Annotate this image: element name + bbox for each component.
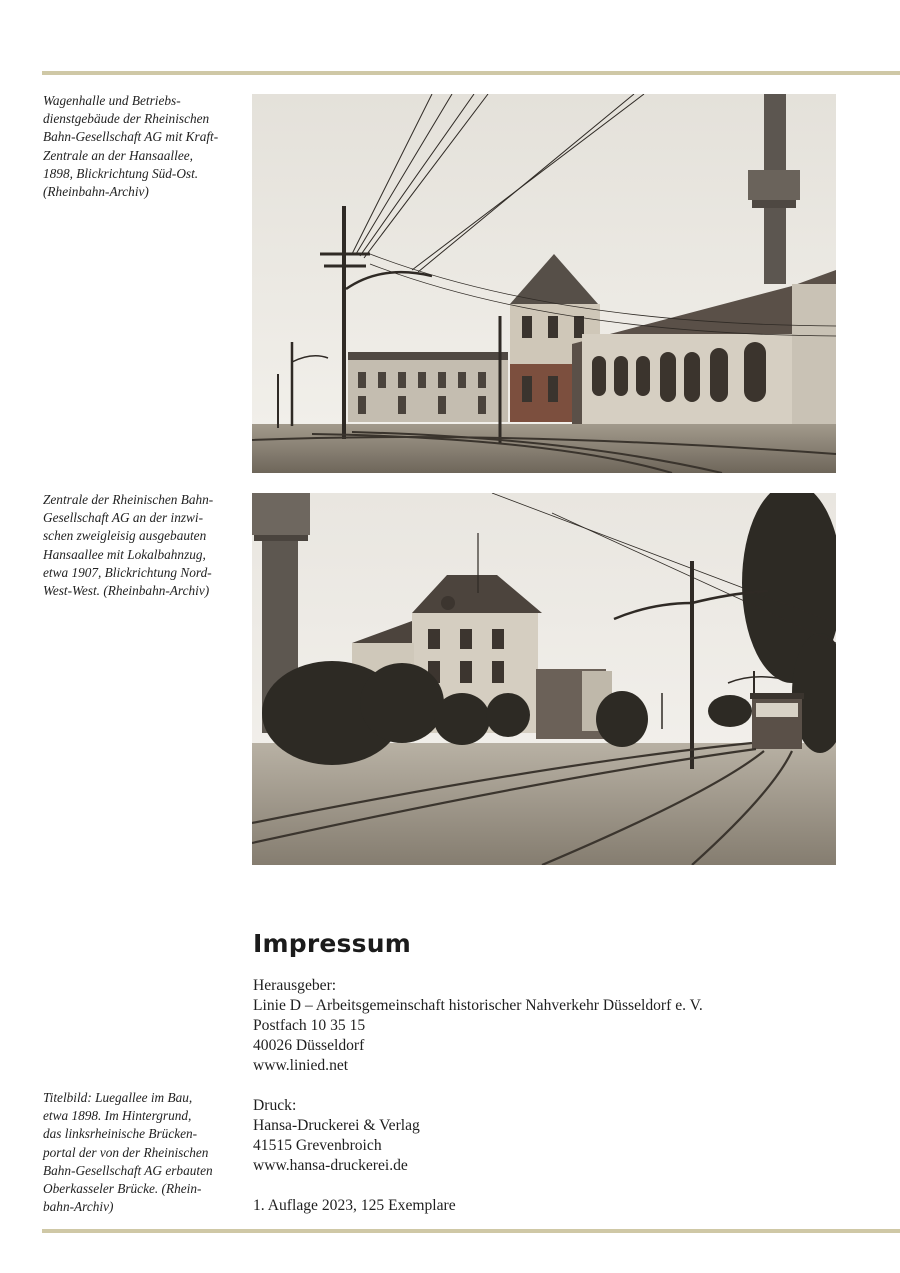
impressum-title: Impressum [253,929,411,958]
caption-line: dienstgebäude der Rheinischen [43,111,210,127]
publisher-name: Linie D – Arbeitsgemeinschaft historischer Nahverkehr Düsseldorf e. V. [253,997,703,1014]
printer-label: Druck: [253,1097,297,1114]
caption-line: Bahn-Gesellschaft AG mit Kraft- [43,129,219,145]
edition-line: 1. Auflage 2023, 125 Exemplare [253,1197,456,1214]
caption-line: Hansaallee mit Lokalbahnzug, [43,546,206,562]
caption-line: Zentrale an der Hansaallee, [43,147,193,163]
caption-line: Oberkasseler Brücke. (Rhein- [43,1181,202,1197]
printer-website: www.hansa-druckerei.de [253,1157,408,1174]
edition-block [253,1196,873,1216]
caption-line: West-West. (Rheinbahn-Archiv) [43,583,210,599]
caption-photo-1 [43,92,243,201]
publisher-website: www.linied.net [253,1057,349,1074]
caption-line: bahn-Archiv) [43,1199,114,1215]
caption-line: Wagenhalle und Betriebs- [43,93,181,108]
printer-name: Hansa-Druckerei & Verlag [253,1117,420,1134]
caption-line: schen zweigleisig ausgebauten [43,528,207,544]
caption-line: etwa 1907, Blickrichtung Nord- [43,564,212,580]
caption-line: (Rheinbahn-Archiv) [43,184,149,200]
caption-line: Bahn-Gesellschaft AG erbauten [43,1162,213,1178]
photo-depot-hall [252,94,836,473]
caption-line: portal der von der Rheinischen [43,1144,209,1160]
caption-line: das linksrheinische Brücken- [43,1126,198,1142]
caption-cover [43,1089,243,1216]
top-rule [42,71,900,75]
impressum-section [253,928,873,1236]
printer-block [253,1096,873,1176]
publisher-postbox: Postfach 10 35 15 [253,1017,366,1034]
publisher-block [253,976,873,1076]
caption-photo-2 [43,491,243,600]
caption-line: 1898, Blickrichtung Süd-Ost. [43,165,199,181]
publisher-city: 40026 Düsseldorf [253,1037,365,1054]
photo-power-station [252,493,836,865]
publisher-label: Herausgeber: [253,977,337,994]
bottom-rule [42,1229,900,1233]
printer-city: 41515 Grevenbroich [253,1137,382,1154]
caption-line: Titelbild: Luegallee im Bau, [43,1090,193,1105]
caption-line: etwa 1898. Im Hintergrund, [43,1108,192,1124]
caption-line: Gesellschaft AG an der inzwi- [43,510,204,526]
caption-line: Zentrale der Rheinischen Bahn- [43,492,214,507]
